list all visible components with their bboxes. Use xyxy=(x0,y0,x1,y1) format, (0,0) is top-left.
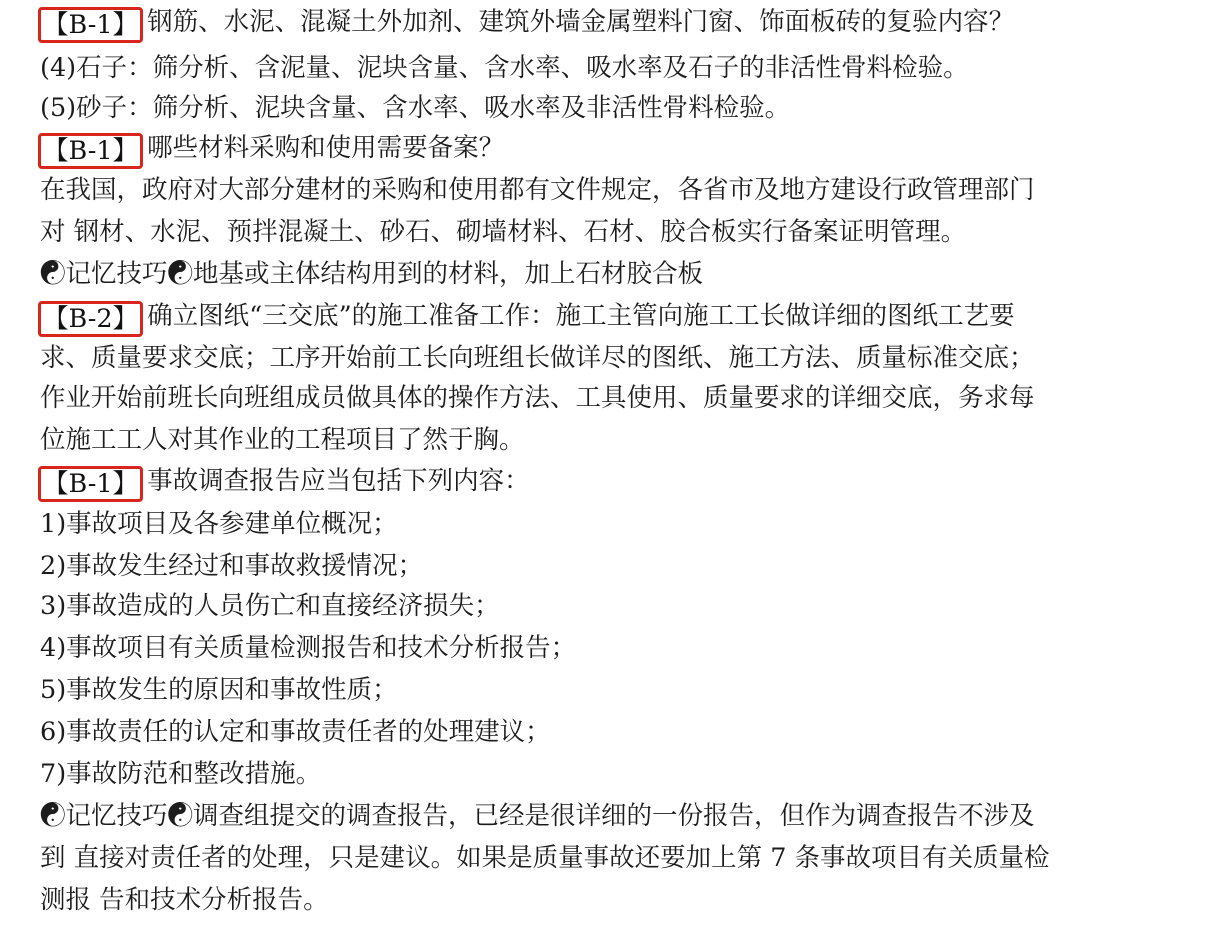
list-item: 6)事故责任的认定和事故责任者的处理建议； xyxy=(40,717,551,747)
list-item: 1)事故项目及各参建单位概况； xyxy=(40,509,398,539)
list-item: 4)事故项目有关质量检测报告和技术分析报告； xyxy=(40,633,577,663)
answer-line: 位施工工人对其作业的工程项目了然于胸。 xyxy=(40,425,525,455)
memory-tip-line: ☯记忆技巧☯调查组提交的调查报告，已经是很详细的一份报告，但作为调查报告不涉及 xyxy=(40,801,1035,831)
memory-tip-line: ☯记忆技巧☯地基或主体结构用到的材料，加上石材胶合板 xyxy=(40,259,704,289)
question-text: 哪些材料采购和使用需要备案？ xyxy=(147,133,505,163)
list-item: 3)事故造成的人员伤亡和直接经济损失； xyxy=(40,591,500,621)
question-text: 确立图纸“三交底”的施工准备工作：施工主管向施工工长做详细的图纸工艺要 xyxy=(147,301,1015,331)
question-text: 事故调查报告应当包括下列内容： xyxy=(147,466,530,496)
answer-line: 对 钢材、水泥、预拌混凝土、砂石、砌墙材料、石材、胶合板实行备案证明管理。 xyxy=(40,217,967,247)
level-tag: 【B-1】 xyxy=(38,7,143,43)
level-tag: 【B-1】 xyxy=(38,466,143,502)
answer-line: 求、质量要求交底；工序开始前工长向班组长做详尽的图纸、施工方法、质量标准交底； xyxy=(40,343,1035,373)
question-line xyxy=(40,133,504,169)
list-item: 2)事故发生经过和事故救援情况； xyxy=(40,551,424,581)
level-tag: 【B-2】 xyxy=(38,301,143,337)
answer-line: (4)石子：筛分析、含泥量、泥块含量、含水率、吸水率及石子的非活性骨料检验。 xyxy=(40,53,969,83)
question-line xyxy=(40,301,1015,337)
question-text: 钢筋、水泥、混凝土外加剂、建筑外墙金属塑料门窗、饰面板砖的复验内容？ xyxy=(147,7,1015,37)
answer-line: 到 直接对责任者的处理，只是建议。如果是质量事故还要加上第 7 条事故项目有关质量检 xyxy=(40,843,1050,873)
answer-line: (5)砂子：筛分析、泥块含量、含水率、吸水率及非活性骨料检验。 xyxy=(40,93,791,123)
list-item: 7)事故防范和整改措施。 xyxy=(40,759,322,789)
answer-line: 在我国，政府对大部分建材的采购和使用都有文件规定，各省市及地方建设行政管理部门 xyxy=(40,175,1035,205)
list-item: 5)事故发生的原因和事故性质； xyxy=(40,675,398,705)
question-line xyxy=(40,466,530,502)
answer-line: 测报 告和技术分析报告。 xyxy=(40,885,329,915)
answer-line: 作业开始前班长向班组成员做具体的操作方法、工具使用、质量要求的详细交底，务求每 xyxy=(40,383,1035,413)
level-tag: 【B-1】 xyxy=(38,133,143,169)
question-line xyxy=(40,7,1014,43)
